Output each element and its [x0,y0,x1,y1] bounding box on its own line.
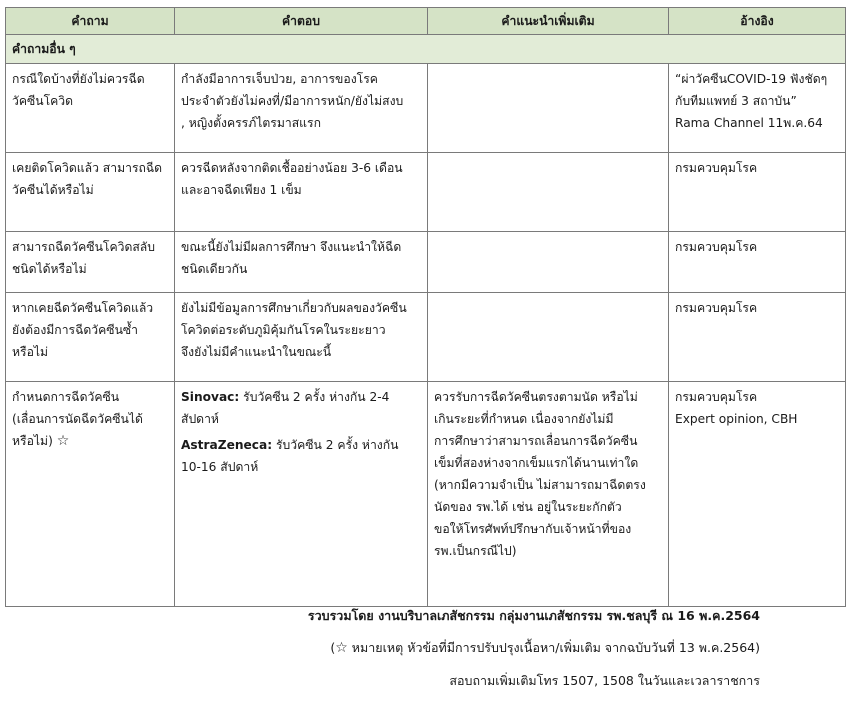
faq-table [5,7,846,607]
star-icon: ☆ [335,640,348,656]
question-line: กรณีใดบ้างที่ยังไม่ควรฉีด [12,72,145,86]
answer-line: จึงยังไม่มีคำแนะนำในขณะนี้ [181,345,332,359]
answer-line: , หญิงตั้งครรภ์ไตรมาสแรก [181,116,321,130]
revision-note [60,638,760,658]
question-line: ยังต้องมีการฉีดวัคซีนซ้ำ [12,323,139,337]
vaccine-text: รับวัคซีน 2 ครั้ง ห่างกัน [272,438,399,452]
answer-line: ขณะนี้ยังไม่มีผลการศึกษา จึงแนะนำให้ฉีด [181,240,402,254]
question-line: วัคซีนได้หรือไม่ [12,183,94,197]
advice-line: (หากมีความจำเป็น ไม่สามารถมาฉีดตรง [434,478,646,492]
reference-line: Expert opinion, CBH [675,412,798,426]
advice-line: นัดของ รพ.ได้ เช่น อยู่ในระยะกักตัว [434,500,622,514]
answer-cell [175,232,428,293]
note-text: หมายเหตุ หัวข้อที่มีการปรับปรุงเนื้อหา/เพิ่มเติม จากฉบับวันที่ 13 พ.ค.2564) [347,640,760,655]
table-header-row [6,8,846,35]
question-cell [6,293,175,382]
advice-cell [428,293,669,382]
question-line: เคยติดโควิดแล้ว สามารถฉีด [12,161,163,175]
reference-cell [669,64,846,153]
reference-cell [669,293,846,382]
answer-line: ยังไม่มีข้อมูลการศึกษาเกี่ยวกับผลของวัคซีน [181,301,407,315]
question-cell [6,153,175,232]
question-line: (เลื่อนการนัดฉีดวัคซีนได้ [12,412,143,426]
question-line: หรือไม่ [12,345,49,359]
star-icon: ☆ [56,433,70,449]
vaccine-text: 10-16 สัปดาห์ [181,460,259,474]
table-row [6,232,846,293]
note-open: ( [330,640,336,655]
reference-line: กรมควบคุมโรค [675,301,758,315]
question-line: วัคซีนโควิด [12,94,74,108]
vaccine-text: สัปดาห์ [181,412,219,426]
reference-line: Rama Channel 11พ.ค.64 [675,116,823,130]
vaccine-name: Sinovac: [181,390,240,404]
reference-line: “ผ่าวัคซีนCOVID-19 ฟังชัดๆ [675,72,828,86]
vaccine-astrazeneca [181,434,421,478]
reference-line: กับทีมแพทย์ 3 สถาบัน” [675,94,797,108]
question-line [12,430,168,452]
question-line: สามารถฉีดวัคซีนโควิดสลับ [12,240,156,254]
table-row [6,293,846,382]
answer-line: ควรฉีดหลังจากติดเชื้ออย่างน้อย 3-6 เดือน [181,161,403,175]
advice-cell [428,232,669,293]
advice-cell [428,382,669,607]
header-question: คำถาม [6,8,175,35]
question-cell [6,382,175,607]
advice-line: เกินระยะที่กำหนด เนื่องจากยังไม่มี [434,412,614,426]
advice-line: ขอให้โทรศัพท์ปรึกษากับเจ้าหน้าที่ของ [434,522,632,536]
question-line: ชนิดได้หรือไม่ [12,262,87,276]
advice-line: การศึกษาว่าสามารถเลื่อนการฉีดวัคซีน [434,434,638,448]
answer-line: และอาจฉีดเพียง 1 เข็ม [181,183,302,197]
table-row [6,382,846,607]
compiled-by: รวบรวมโดย งานบริบาลเภสัชกรรม กลุ่มงานเภสัชกรรม รพ.ชลบุรี ณ 16 พ.ค.2564 [307,608,760,623]
reference-cell [669,382,846,607]
answer-cell [175,382,428,607]
table-row [6,64,846,153]
vaccine-sinovac [181,386,421,430]
vaccine-name: AstraZeneca: [181,438,273,452]
contact-info: สอบถามเพิ่มเติมโทร 1507, 1508 ในวันและเวลาราชการ [449,673,760,688]
question-cell [6,232,175,293]
reference-line: กรมควบคุมโรค [675,390,758,404]
answer-line: ประจำตัวยังไม่คงที่/มีอาการหนัก/ยังไม่สงบ [181,94,404,108]
question-line: กำหนดการฉีดวัคซีน [12,390,120,404]
answer-cell [175,64,428,153]
advice-line: รพ.เป็นกรณีไป) [434,544,517,558]
question-line: หากเคยฉีดวัคซีนโควิดแล้ว [12,301,154,315]
vaccine-text: รับวัคซีน 2 ครั้ง ห่างกัน 2-4 [239,390,390,404]
advice-line: เข็มที่สองห่างจากเข็มแรกได้นานเท่าใด [434,456,639,470]
header-advice: คำแนะนำเพิ่มเติม [428,8,669,35]
section-row [6,35,846,64]
answer-line: โควิดต่อระดับภูมิคุ้มกันโรคในระยะยาว [181,323,386,337]
table-row [6,153,846,232]
answer-line: กำลังมีอาการเจ็บป่วย, อาการของโรค [181,72,378,86]
reference-line: กรมควบคุมโรค [675,240,758,254]
advice-line: ควรรับการฉีดวัคซีนตรงตามนัด หรือไม่ [434,390,638,404]
section-title: คำถามอื่น ๆ [6,35,846,64]
header-reference: อ้างอิง [669,8,846,35]
reference-line: กรมควบคุมโรค [675,161,758,175]
header-answer: คำตอบ [175,8,428,35]
advice-cell [428,153,669,232]
answer-cell [175,153,428,232]
question-cell [6,64,175,153]
reference-cell [669,153,846,232]
question-text: หรือไม่) [12,434,53,448]
answer-cell [175,293,428,382]
answer-line: ชนิดเดียวกัน [181,262,248,276]
advice-cell [428,64,669,153]
reference-cell [669,232,846,293]
